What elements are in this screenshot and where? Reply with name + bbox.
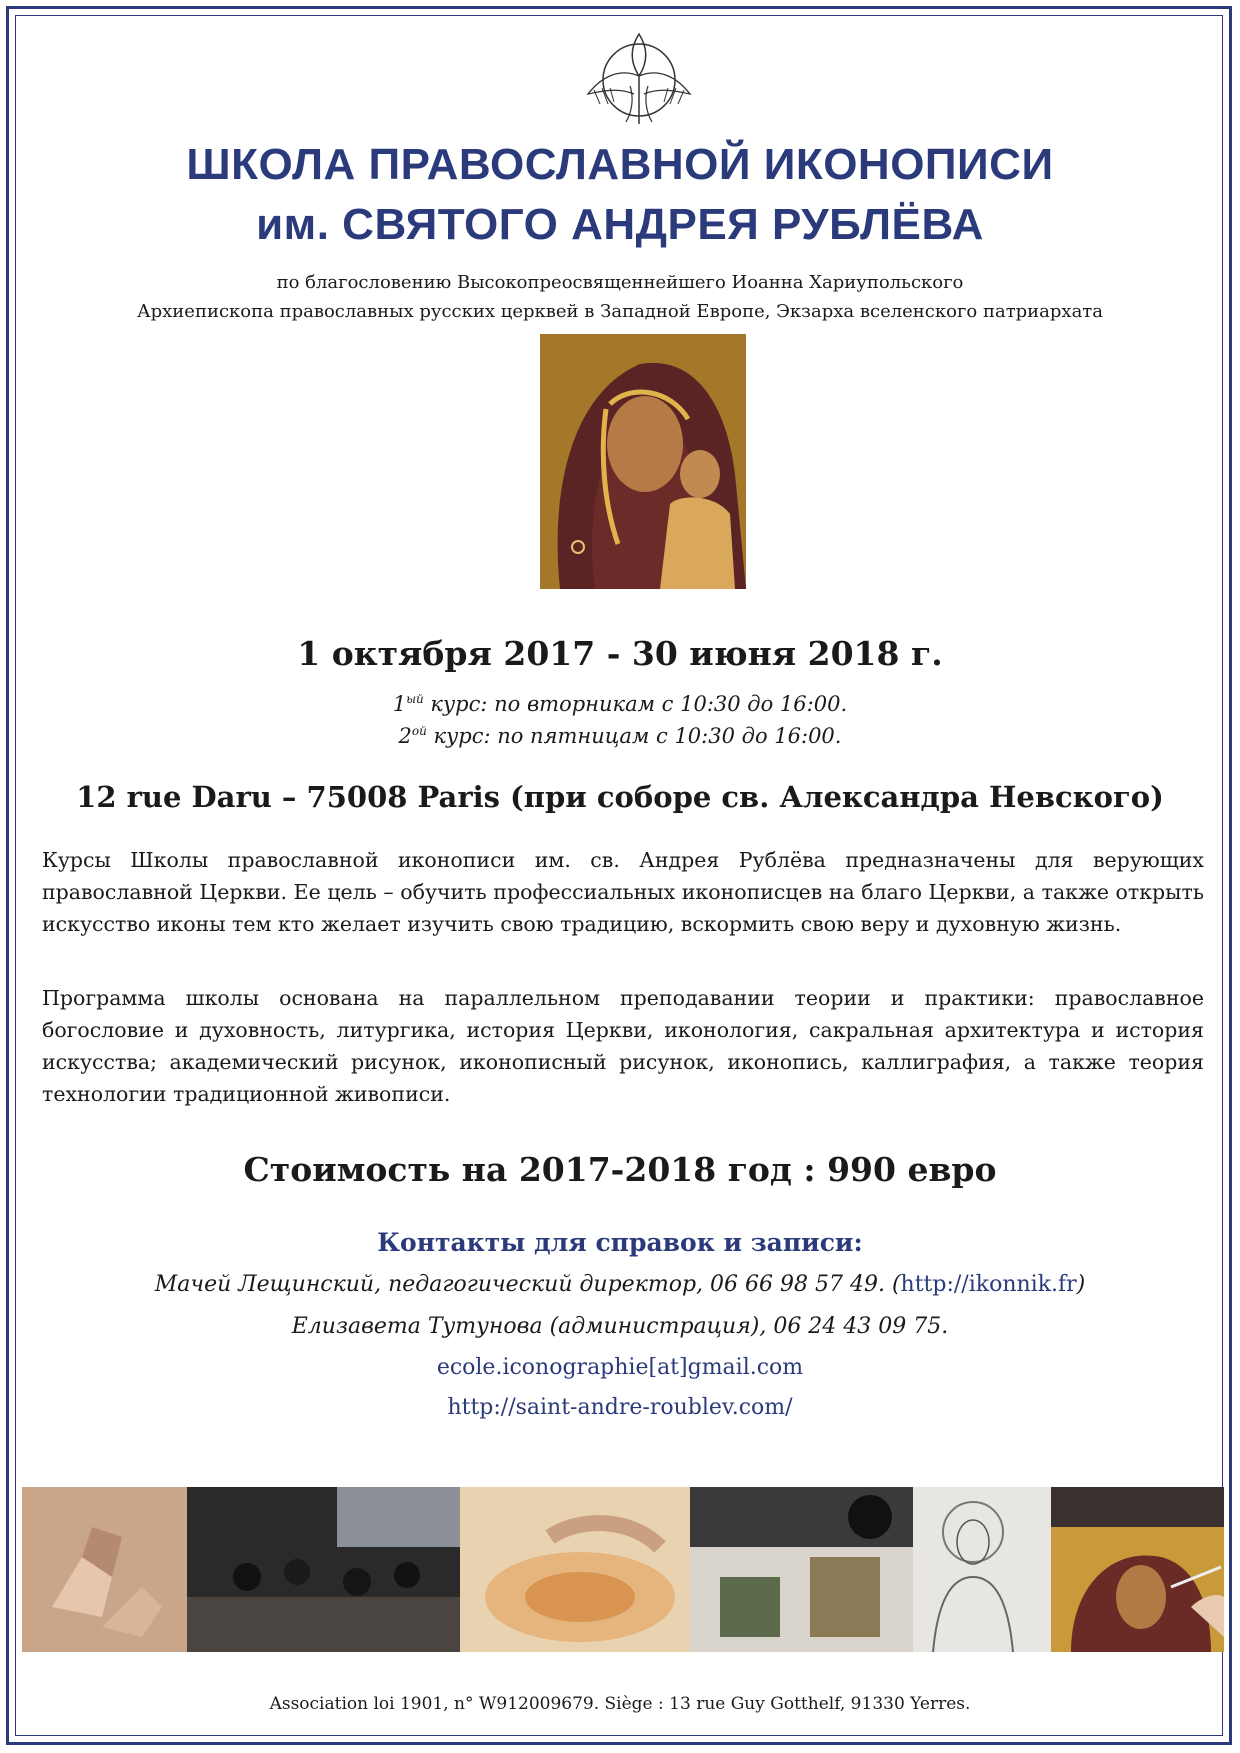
photo-painting-icon [1051, 1487, 1224, 1652]
course-1-suffix: ый [406, 692, 424, 706]
school-logo [580, 28, 698, 126]
association-footer: Association loi 1901, n° W912009679. Siège : 13 rue Guy Gotthelf, 91330 Yerres. [269, 1694, 971, 1714]
website-link[interactable]: http://saint-andre-roublev.com/ [447, 1395, 793, 1420]
course-2-text: курс: по пятницам с 10:30 до 16:00. [426, 724, 842, 748]
school-title-line2: им. СВЯТОГО АНДРЕЯ РУБЛЁВА [256, 200, 984, 249]
contact-administration: Елизавета Тутунова (администрация), 06 24 43 09 75. [291, 1314, 949, 1339]
photo-classroom [187, 1487, 460, 1652]
course-1-text: курс: по вторникам с 10:30 до 16:00. [423, 692, 848, 716]
course-1-schedule [0, 692, 1240, 716]
contact-director-text: Мачей Лещинский, педагогический директор, 06 66 98 57 49. ( [154, 1272, 901, 1297]
photo-gilding-work [460, 1487, 690, 1652]
contact-director [0, 1272, 1240, 1297]
description-paragraph-2: Программа школы основана на параллельном преподавании теории и практики: православное богословие и духовность, литургика, история Церкви, иконология, сакральная архитектура и история искусства; академический рисунок, иконописный рисунок, иконопись, каллиграфия, а также теория технологии традиционной живописи. [42, 986, 1204, 1106]
blessing-text [0, 268, 1240, 326]
school-address: 12 rue Daru – 75008 Paris (при соборе св. Александра Невского) [76, 780, 1164, 814]
ikonnik-link[interactable]: http://ikonnik.fr [900, 1272, 1077, 1297]
photo-icon-drawing [913, 1487, 1051, 1652]
photo-sculpted-relief [22, 1487, 187, 1652]
contact-director-close: ) [1076, 1272, 1086, 1297]
icon-of-virgin-and-child-image [540, 334, 746, 589]
course-2-suffix: ой [411, 724, 427, 738]
course-dates: 1 октября 2017 - 30 июня 2018 г. [297, 634, 943, 673]
blessing-line2: Архиепископа православных русских церквей в Западной Европе, Экзарха вселенского патриархата [137, 301, 1103, 322]
course-1-number: 1 [392, 692, 407, 716]
course-2-schedule [0, 724, 1240, 748]
photo-strip [22, 1487, 1224, 1652]
course-2-number: 2 [398, 724, 412, 748]
school-title-line1: ШКОЛА ПРАВОСЛАВНОЙ ИКОНОПИСИ [186, 140, 1054, 189]
blessing-line1: по благословению Высокопреосвященнейшего Иоанна Хариупольского [276, 272, 964, 293]
description-paragraph-1: Курсы Школы православной иконописи им. св. Андрея Рублёва предназначены для верующих православной Церкви. Ее цель – обучить профессиальных иконописцев на благо Церкви, а также открыть искусство иконы тем кто желает изучить свою традицию, вскормить свою веру и духовную жизнь. [42, 848, 1204, 936]
email-link[interactable]: ecole.iconographie[at]gmail.com [436, 1355, 804, 1380]
course-price: Стоимость на 2017-2018 год : 990 евро [243, 1150, 997, 1189]
photo-painting-desk [690, 1487, 913, 1652]
contacts-heading: Контакты для справок и записи: [377, 1228, 863, 1257]
